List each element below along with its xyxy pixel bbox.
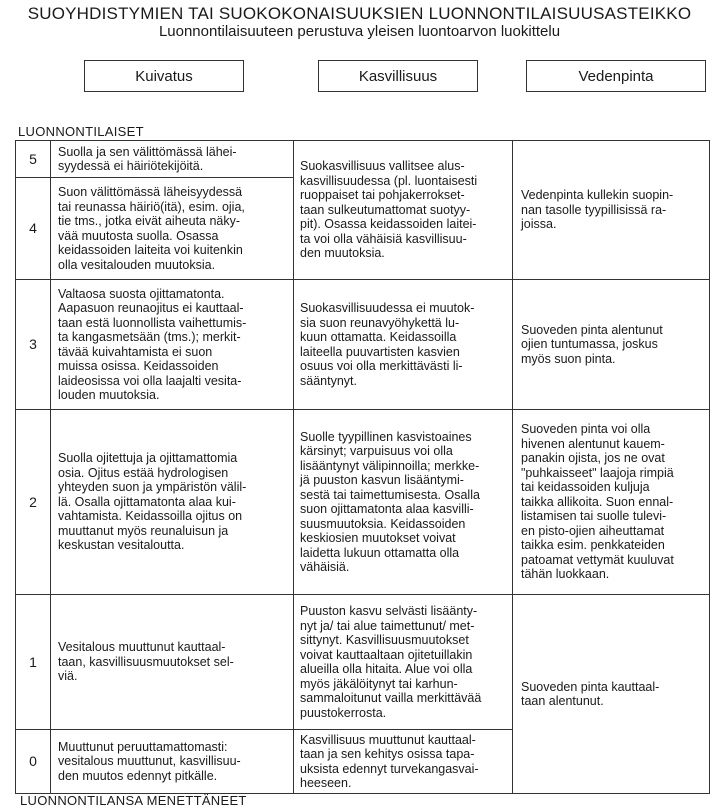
class-number-2: 2 (16, 410, 51, 595)
class-number-0: 0 (16, 730, 51, 794)
table-row-1 (16, 595, 710, 730)
kuivatus-cell-3: Valtaosa suosta ojittamatonta. Aapasuon reunaojitus ei kauttaal- taan estä luonnollista vaihettumis- ta kangasmetsään (tms.); merkit- tävää kuivahtamista ei suon muissa osissa. Keidassoiden laideosissa voi olla laajalti vesita- louden muutoksia. (51, 280, 294, 410)
kasvillisuus-cell-2: Suolle tyypillinen kasvistoaines kärsinyt; varpuisuus voi olla lisääntynyt välipinnoilla; merkke- jä puuston kasvun lisääntymi- sestä tai taimettumisesta. Osalla suon ojittamatonta alaa kasvilli- suusmuutoksia. Keidassoiden keskiosien muutokset voivat laidetta lukuun ottamatta olla vähäisiä. (294, 410, 513, 595)
classification-table (15, 140, 710, 794)
page-title: SUOYHDISTYMIEN TAI SUOKOKONAISUUKSIEN LUONNONTILAISUUSASTEIKKO (27, 4, 692, 23)
column-header-vedenpinta: Vedenpinta (526, 60, 706, 92)
kuivatus-cell-5: Suolla ja sen välittömässä lähei- syydessä ei häiriötekijöitä. (51, 141, 294, 178)
kasvillisuus-cell-3: Suokasvillisuudessa ei muutok- sia suon reunavyöhykettä lu- kuun ottamatta. Keidassoilla laiteella puuvartisten kasvien osuus voi olla merkittävästi li- sääntynyt. (294, 280, 513, 410)
vedenpinta-cell-5-4: Vedenpinta kullekin suopin- nan tasolle tyypillisissä ra- joissa. (513, 141, 710, 280)
class-number-1: 1 (16, 595, 51, 730)
column-header-kasvillisuus: Kasvillisuus (318, 60, 478, 92)
kasvillisuus-cell-1: Puuston kasvu selvästi lisäänty- nyt ja/ tai alue taimettunut/ met- sittynyt. Kasvillisuusmuutokset voivat kauttaaltaan ojitetuillakin alueilla olla hitaita. Alue voi olla myös jäkälöitynyt tai karhun- sammaloitunut vailla merkittävää puustokerrosta. (294, 595, 513, 730)
label-luonnontilaiset: LUONNONTILAISET (18, 124, 144, 139)
vedenpinta-cell-2: Suoveden pinta voi olla hivenen alentunut kauem- panakin ojista, jos ne ovat "puhkaisseet" laajoja rimpiä tai keidassoiden kuljuja taikka allikoita. Suon ennal- listamisen tai suolle tulevi- en pisto-ojien aiheuttamat taikka esim. penkkateiden patoamat vettymät kuuluvat tähän luokkaan. (513, 410, 710, 595)
class-number-3: 3 (16, 280, 51, 410)
kuivatus-cell-4: Suon välittömässä läheisyydessä tai reunassa häiriö(itä), esim. ojia, tie tms., jotka eivät aiheuta näky- vää muutosta suolla. Osassa keidassoiden laiteita voi kuitenkin olla vesitalouden muutoksia. (51, 178, 294, 280)
class-number-4: 4 (16, 178, 51, 280)
kuivatus-cell-2: Suolla ojitettuja ja ojittamattomia osia. Ojitus estää hydrologisen yhteyden suon ja ympäristön välil- lä. Osalla ojittamatonta alaa kui- vahtamista. Keidassoilla ojitus on muuttanut myös reunaluisun ja keskustan vesitaloutta. (51, 410, 294, 595)
column-header-kuivatus: Kuivatus (84, 60, 244, 92)
kasvillisuus-cell-5-4: Suokasvillisuus vallitsee alus- kasvillisuudessa (pl. luontaisesti ruoppaiset tai pohjakerrokset- taan sulkeutumattomat suotyy- pit). Osassa keidassoiden laitei- ta voi olla vähäisiä kasvillisuu- den muutoksia. (294, 141, 513, 280)
kuivatus-cell-0: Muuttunut peruuttamattomasti: vesitalous muuttunut, kasvillisuu- den muutos edennyt pitkälle. (51, 730, 294, 794)
label-luonnontilansa-menettaneet: LUONNONTILANSA MENETTÄNEET (20, 793, 247, 808)
kasvillisuus-cell-0: Kasvillisuus muuttunut kauttaal- taan ja sen kehitys osissa tapa- uksista edennyt turvekangasvai- heeseen. (294, 730, 513, 794)
vedenpinta-cell-1-0: Suoveden pinta kauttaal- taan alentunut. (513, 595, 710, 794)
table-row-2 (16, 410, 710, 595)
table-row-5 (16, 141, 710, 178)
page-subtitle: Luonnontilaisuuteen perustuva yleisen luontoarvon luokittelu (158, 23, 561, 40)
class-number-5: 5 (16, 141, 51, 178)
table-row-3 (16, 280, 710, 410)
vedenpinta-cell-3: Suoveden pinta alentunut ojien tuntumassa, joskus myös suon pinta. (513, 280, 710, 410)
kuivatus-cell-1: Vesitalous muuttunut kauttaal- taan, kasvillisuusmuutokset sel- viä. (51, 595, 294, 730)
